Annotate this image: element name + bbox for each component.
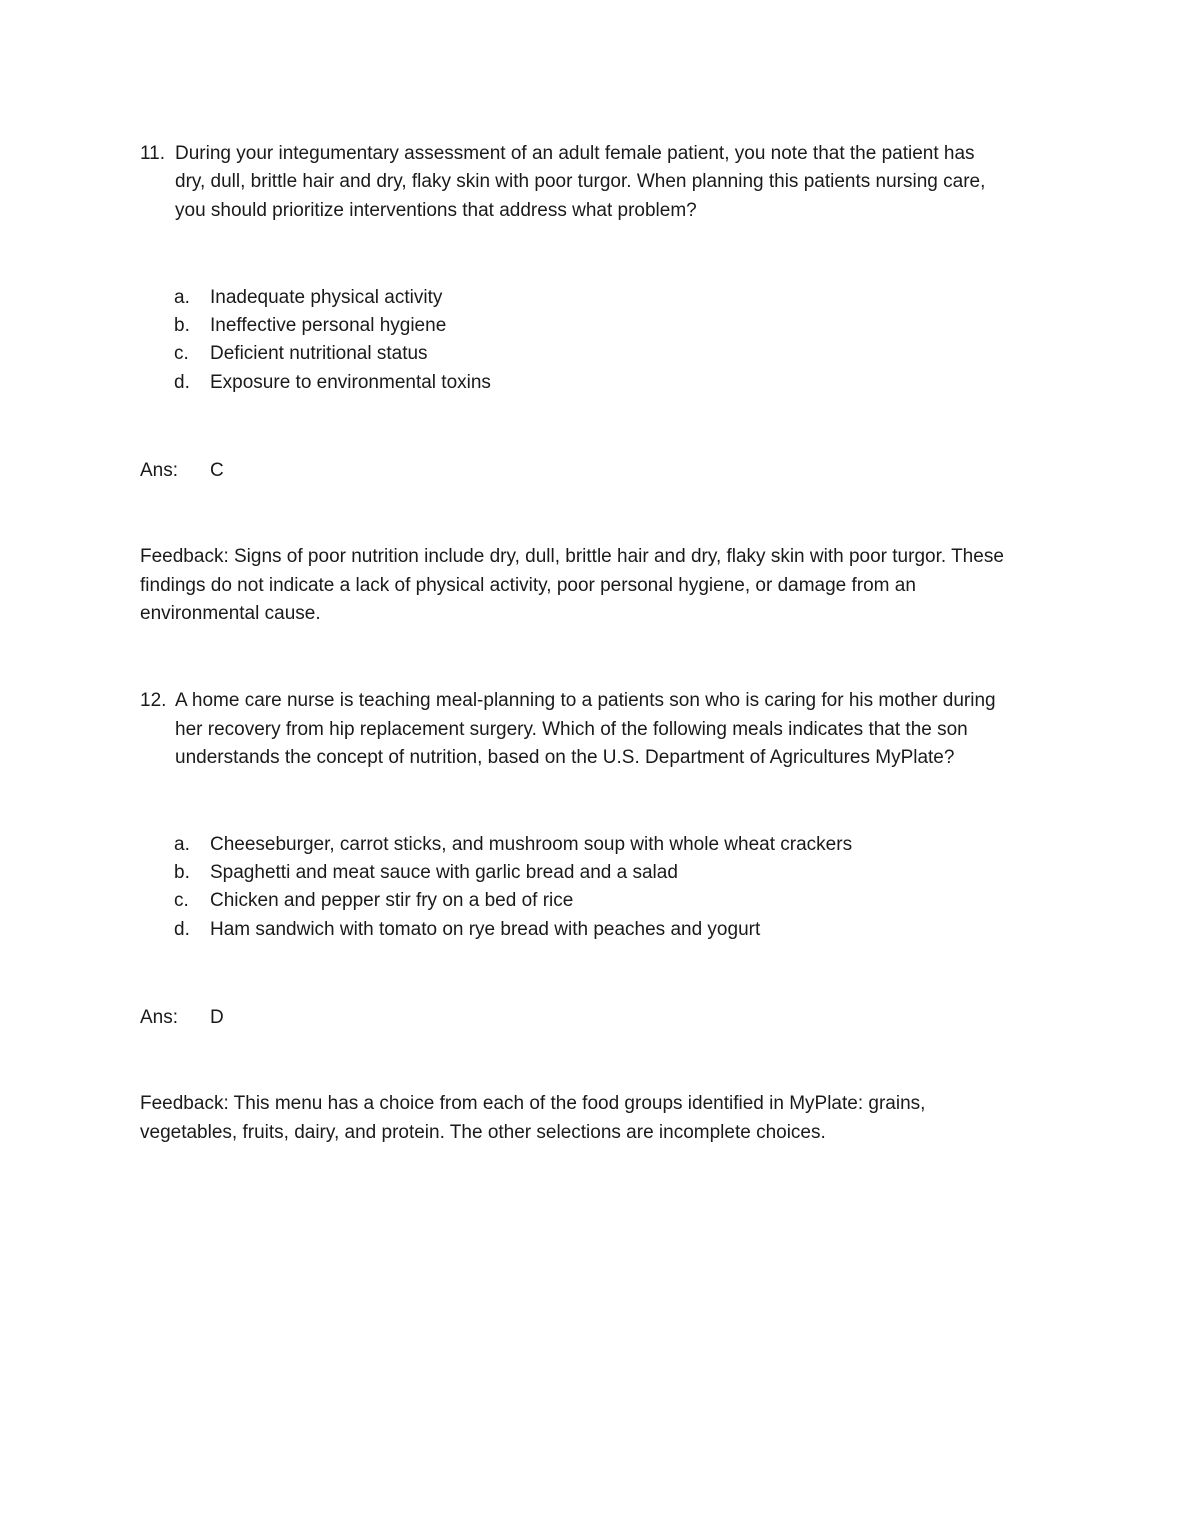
question-stem-line: A home care nurse is teaching meal-planning to a patients son who is caring for his mother during	[175, 690, 996, 711]
answer-value: C	[210, 460, 224, 481]
option-letter: b.	[174, 315, 190, 336]
question-stem-line: her recovery from hip replacement surgery. Which of the following meals indicates that the son	[175, 719, 968, 740]
option-text: Exposure to environmental toxins	[210, 372, 491, 393]
feedback-line: environmental cause.	[140, 603, 321, 624]
option-text: Ham sandwich with tomato on rye bread with peaches and yogurt	[210, 919, 761, 940]
answer-label: Ans:	[140, 460, 179, 481]
feedback-line: vegetables, fruits, dairy, and protein. The other selections are incomplete choices.	[140, 1122, 826, 1143]
feedback-line: findings do not indicate a lack of physical activity, poor personal hygiene, or damage from an	[140, 575, 916, 596]
option-letter: c.	[174, 890, 189, 911]
question-number: 11.	[140, 143, 166, 164]
answer-label: Ans:	[140, 1007, 179, 1028]
answer-value: D	[210, 1007, 224, 1028]
option-text: Deficient nutritional status	[210, 343, 428, 364]
option-text: Cheeseburger, carrot sticks, and mushroom soup with whole wheat crackers	[210, 834, 853, 855]
option-text: Inadequate physical activity	[210, 287, 443, 308]
option-letter: d.	[174, 372, 190, 393]
feedback-line: Feedback: Signs of poor nutrition include dry, dull, brittle hair and dry, flaky skin with poor turgor. These	[140, 546, 1004, 567]
option-letter: d.	[174, 919, 190, 940]
question-stem-line: During your integumentary assessment of an adult female patient, you note that the patient has	[175, 143, 975, 164]
question-stem-line: you should prioritize interventions that address what problem?	[175, 200, 697, 221]
option-letter: a.	[174, 287, 190, 308]
option-letter: a.	[174, 834, 190, 855]
option-text: Chicken and pepper stir fry on a bed of rice	[210, 890, 574, 911]
option-letter: b.	[174, 862, 190, 883]
question-number: 12.	[140, 690, 167, 711]
option-letter: c.	[174, 343, 189, 364]
question-stem-line: understands the concept of nutrition, based on the U.S. Department of Agricultures MyPlate?	[175, 747, 955, 768]
feedback-line: Feedback: This menu has a choice from each of the food groups identified in MyPlate: grains,	[140, 1093, 926, 1114]
option-text: Spaghetti and meat sauce with garlic bread and a salad	[210, 862, 678, 883]
question-stem-line: dry, dull, brittle hair and dry, flaky skin with poor turgor. When planning this patients nursing care,	[175, 171, 986, 192]
option-text: Ineffective personal hygiene	[210, 315, 447, 336]
